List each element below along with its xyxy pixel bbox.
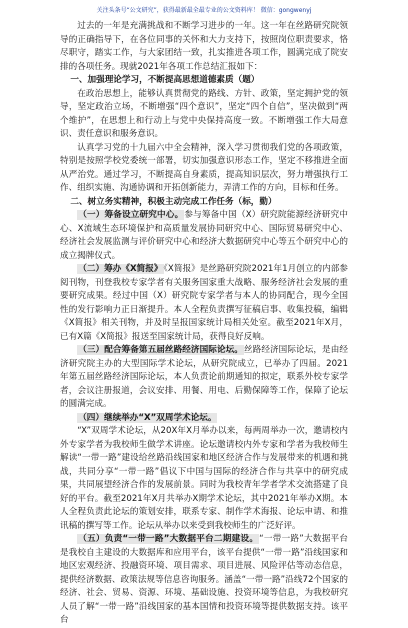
study-paragraph — [60, 142, 348, 196]
intro-text: 过去的一年是充满挑战和不断学习进步的一年。这一年在丝路研究院领导的正确指导下，在各位同事的关怀和大力支持下，按照岗位职责要求，恪尽职守，踏实工作，与大家团结一致，扎实推进各项工作，圆满完成了院安排的各项任务。现就2021年各项工作总结汇报如下： — [60, 21, 348, 72]
study-text: 认真学习党的十九届六中全会精神，深入学习贯彻我们党的各项政策，特别是按照学校党委统一部署，切实加强意识形态工作，坚定不移推进全面从严治党。通过学习，不断提高自身素质，提高知识层次，努力增强执行工作、组织实施、沟通协调和开拓创新能力，弄清工作的方向，目标和任务。 — [60, 142, 348, 193]
section-heading-1 — [60, 74, 348, 88]
item-3-heading: （三）配合筹备第五届丝路经济国际论坛。 — [78, 345, 243, 355]
item-5-paragraph — [60, 533, 348, 628]
section-heading-2 — [60, 196, 348, 210]
item-1-paragraph — [60, 209, 348, 263]
section-heading-2-text: 二、树立务实精神，积极主动完成工作任务（标，勤） — [70, 196, 277, 207]
item-2-text: 《X简报》是丝路研究院2021年1月创立的内部参阅刊物，刊登我校专家学者有关服务国家重大战略、服务经济社会发展的重要研究成果。经过中国（X）研究院专家学者与本人的协同配合，现今全国性的发行影响力正日渐提升。本人全程负责撰写征稿启事、收集投稿，编辑《X简报》相关刊物，并及时呈报国家统计局相关处室。截至2021年X月，已有X篇《X简报》报送至国家统计局，获得良好反响。 — [60, 264, 348, 342]
item-3-paragraph — [60, 344, 348, 412]
item-4-heading-paragraph — [60, 412, 348, 426]
header-banner[interactable]: 关注头条号“公文研究”，获得最新最全最专业的公文资料库！ 微信：gongwenyj — [96, 7, 312, 14]
item-5-text: “一带一路”大数据平台是我校自主建设的大数据库和应用平台，该平台提供“一带一路”沿线国家和地区宏观经济、投融资环境、项目需求、项目进展、风险评估等动态信息，提供经济数据、政策法规等信息咨询服务。涵盖“一带一路”沿线72个国家的经济、社会、贸易、资源、环境、基础设施、投资环境等信息，为我校研究人员了解“一带一路”沿线国家的基本国情和投资环境等提供数据支持。该平台 — [60, 534, 348, 625]
political-paragraph — [60, 88, 348, 142]
item-1-heading: （一）筹备设立研究中心。 — [78, 210, 184, 220]
political-text: 在政治思想上，能够认真贯彻党的路线、方针、政策，坚定拥护党的领导，坚定政治立场，不断增强“四个意识”，坚定“四个自信”，坚决做到“两个维护”，在思想上和行动上与党中央保持高度一致。不断增强工作大局意识、责任意识和服务意识。 — [60, 88, 348, 139]
item-4-paragraph — [60, 425, 348, 533]
item-4-text: “X”双周学术论坛，从20X年X月举办以来，每两周举办一次，邀请校内外专家学者为我校师生做学术讲座。论坛邀请校内外专家和学者为我校师生解读“一带一路”建设给丝路沿线国家和地区经济合作与发展带来的机遇和挑战，共同分享“一带一路”倡议下中国与国际的经济合作与共享中的研究成果，共同展望经济合作的发展前景。同时为我校青年学者学术交流搭建了良好的平台。截至2021年X月共举办X期学术论坛，其中2021年举办X期。本人全程负责此论坛的策划安排，联系专家、制作学术海报、论坛申请、和推讯稿的撰写等工作。论坛从举办以来受到我校师生的广泛好评。 — [60, 426, 348, 531]
item-2-heading: （二）筹办《X简报》 — [78, 264, 163, 274]
item-1-text: 参与筹备中国（X）研究院能源经济研究中心、X流域生态环境保护和高质量发展协同研究中心、国际贸易研究中心、经济社会发展监测与评价研究中心和经济大数据研究中心等五个研究中心的成立揭牌仪式。 — [60, 210, 348, 261]
section-heading-1-text: 一、加强理论学习，不断提高思想道德素质（题） — [70, 75, 260, 85]
item-4-heading: （四）继续举办“X”双周学术论坛。 — [78, 412, 217, 423]
intro-paragraph — [60, 20, 348, 74]
item-5-heading: （五）负责“一带一路”大数据平台二期建设。 — [78, 534, 259, 544]
document-body — [60, 20, 348, 628]
item-3-text: 丝路经济国际论坛，是由经济研究院主办的大型国际学术论坛，从研究院成立，已举办了四届。2021年第五届丝路经济国际论坛，本人负责论前期通知的拟定，联系外校专家学者，会议注册报道，会议安排、用餐、用电、后勤保障等工作，保障了论坛的圆满完成。 — [60, 345, 348, 409]
item-2-paragraph — [60, 263, 348, 344]
